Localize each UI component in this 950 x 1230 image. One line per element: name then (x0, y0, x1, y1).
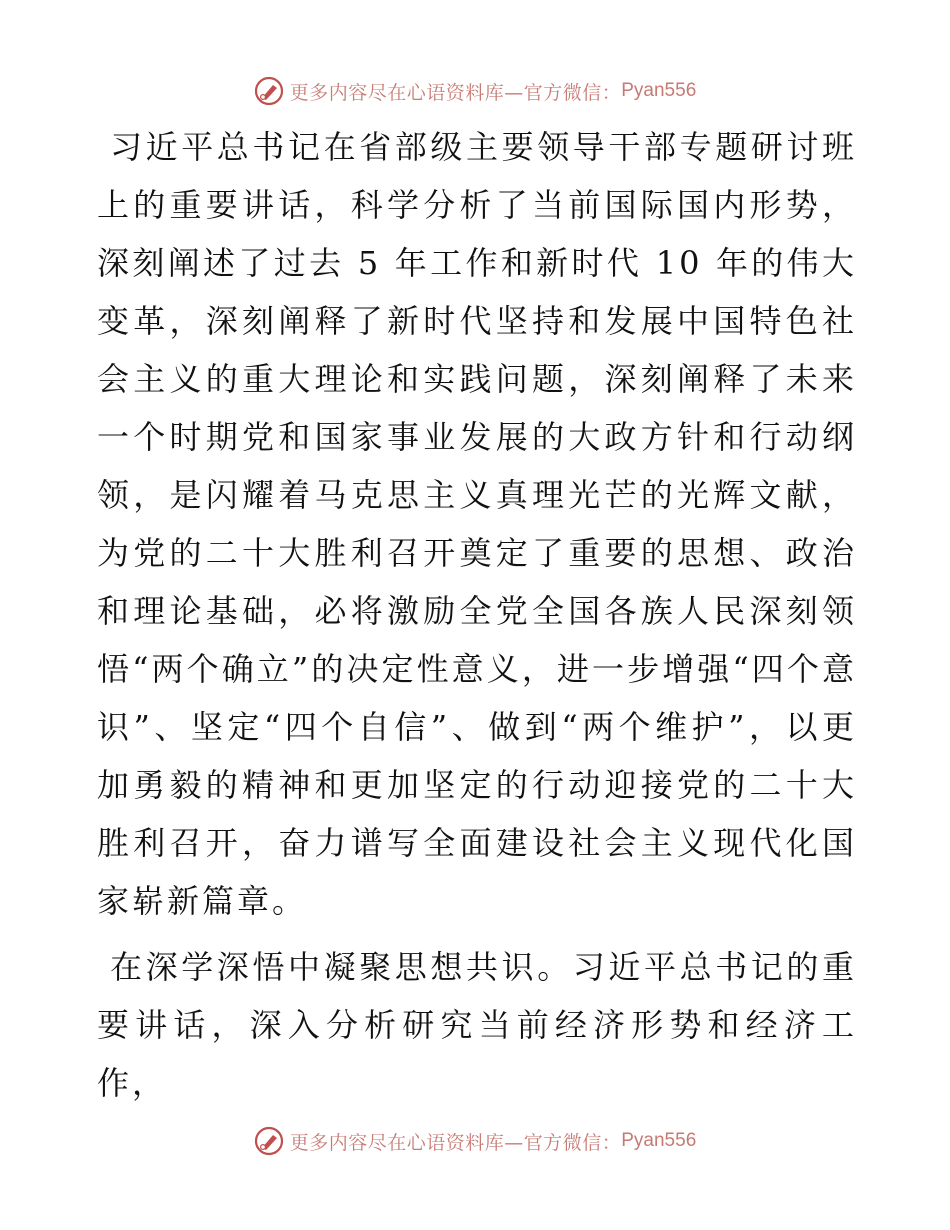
pen-nib-circle-icon (254, 76, 284, 106)
footer-watermark (0, 1121, 950, 1161)
watermark-account: Pyan556 (621, 80, 697, 101)
paragraph-2: 在深学深悟中凝聚思想共识。习近平总书记的重要讲话，深入分析研究当前经济形势和经济工作， (97, 948, 857, 1102)
watermark-account: Pyan556 (621, 1130, 697, 1151)
paragraph-1: 习近平总书记在省部级主要领导干部专题研讨班上的重要讲话，科学分析了当前国际国内形势，深刻阐述了过去 5 年工作和新时代 10 年的伟大变革，深刻阐释了新时代坚持和发展中国特色社会主义的重大理论和实践问题，深刻阐释了未来一个时期党和国家事业发展的大政方针和行动纲领，是闪耀着马克思主义真理光芒的光辉文献，为党的二十大胜利召开奠定了重要的思想、政治和理论基础，必将激励全党全国各族人民深刻领悟“两个确立”的决定性意义，进一步增强“四个意识”、坚定“四个自信”、做到“两个维护”，以更加勇毅的精神和更加坚定的行动迎接党的二十大胜利召开，奋力谱写全面建设社会主义现代化国家崭新篇章。 (97, 128, 857, 920)
watermark-text: 更多内容尽在心语资料库—官方微信： (289, 81, 622, 104)
pen-nib-circle-icon (254, 1126, 284, 1156)
watermark-text: 更多内容尽在心语资料库—官方微信： (289, 1131, 622, 1154)
document-body (97, 118, 857, 1112)
header-watermark (0, 71, 950, 111)
